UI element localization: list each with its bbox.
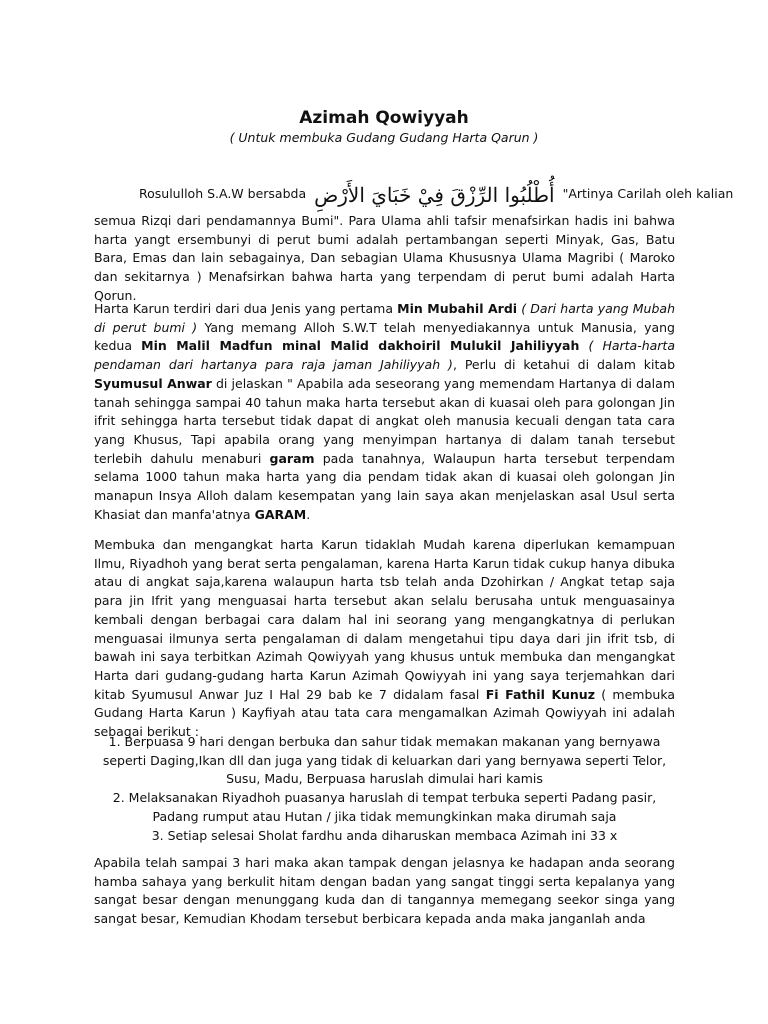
arabic-hadith: أُطْلُبُوا الرِّزْقَ فِيْ خَبَايَ الأَرْضِ [314, 182, 555, 207]
intro-line [139, 178, 734, 210]
paragraph-3-text: ( membuka Gudang Harta Karun ) Kayfiyah atau tata cara mengamalkan Azimah Qowiyyah ini adalah sebagai berikut : [94, 686, 675, 740]
term-garam-caps: GARAM [254, 506, 307, 522]
step-line: 1. Berpuasa 9 hari dengan berbuka dan sahur tidak memakan makanan yang bernyawa [108, 734, 661, 749]
term-syumusul-anwar: Syumusul Anwar [94, 375, 212, 391]
term-fi-fathil-kunuz: Fi Fathil Kunuz [485, 686, 595, 702]
paragraph-2-text: pada tanahnya, Walaupun harta tersebut terpendam selama 1000 tahun maka harta yang dia pendam tidak akan di kuasai oleh golongan Jin manapun Insya Alloh dalam kesempatan yang lain saya akan menjelaskan asal Usul serta Khasiat dan manfa'atnya [94, 450, 675, 522]
paragraph-4: Apabila telah sampai 3 hari maka akan tampak dengan jelasnya ke hadapan anda seorang hamba sahaya yang berkulit hitam dengan badan yang sangat tinggi serta kepalanya yang sangat besar dengan menunggang kuda dan di tangannya memegang seekor singa yang sangat besar, Kemudian Khodam tersebut berbicara kepada anda maka janganlah anda [94, 855, 675, 927]
paragraph-3-text: Membuka dan mengangkat harta Karun tidaklah Mudah karena diperlukan kemampuan Ilmu, Riyadhoh yang berat serta pengalaman, karena Harta Karun tidak cukup hanya dibuka atau di angkat saja,karena walaupun harta tsb telah anda Dzohirkan / Angkat tetap saja para jin Ifrit yang menguasai harta tersebut akan selalu berusaha untuk menguasainya kembali dengan berbagai cara dalam hal ini seorang yang mengangkatnya di perlukan menguasai ilmunya serta pengalaman di dalam mengetahui tipu daya dari jin ifrit tsb, di bawah ini saya terbitkan Azimah Qowiyyah yang khusus untuk membuka dan mengangkat Harta dari gudang-gudang harta Karun Azimah Qowiyyah ini yang saya terjemahkan dari kitab Syumusul Anwar Juz I Hal 29 bab ke 7 didalam fasal [94, 537, 675, 702]
paragraph-1: semua Rizqi dari pendamannya Bumi". Para Ulama ahli tafsir menafsirkan hadis ini bahwa harta yangt ersembunyi di perut bumi adalah pertambangan seperti Minyak, Gas, Batu Bara, Emas dan lain sebagainya, Dan sebagian Ulama Khususnya Ulama Magribi ( Maroko dan sekitarnya ) Menafsirkan bahwa harta yang terpendam di perut bumi adalah Harta Qorun. [94, 213, 675, 303]
document-title: Azimah Qowiyyah [299, 108, 469, 128]
intro-lead: Rosululloh S.A.W bersabda [139, 186, 307, 201]
paragraph-2-text: . [306, 506, 311, 522]
term-garam: garam [269, 450, 315, 466]
paragraph-2 [94, 300, 675, 524]
paragraph-2-text: Harta Karun terdiri dari dua Jenis yang pertama [94, 301, 398, 316]
step-line: 2. Melaksanakan Riyadhoh puasanya haruslah di tempat terbuka seperti Padang pasir, [112, 790, 657, 806]
paragraph-2-text: , Perlu di ketahui di dalam kitab [452, 357, 676, 373]
paragraph-2-text: di jelaskan " Apabila ada seseorang yang memendam Hartanya di dalam tanah sehingga sampai 40 tahun maka harta tersebut akan di kuasai oleh para golongan Jin ifrit sehingga harta tersebut tidak dapat di angkat oleh manusia kecuali dengan tata cara yang Khusus, Tapi apabila orang yang menyimpan hartanya di dalam tanah tersebut terlebih dahulu menaburi [94, 375, 675, 466]
term-min-mubahil-ardi: Min Mubahil Ardi [397, 301, 518, 316]
paragraph-3 [94, 536, 675, 742]
step-line: seperti Daging,Ikan dll dan juga yang tidak di keluarkan dari yang bernyawa seperti Telor, [102, 752, 667, 768]
step-line: Susu, Madu, Berpuasa haruslah dimulai hari kamis [226, 771, 543, 787]
step-line: Padang rumput atau Hutan / jika tidak memungkinkan maka dirumah saja [152, 808, 617, 824]
steps-list [94, 733, 675, 845]
note-jahiliyyah: ( Harta-harta pendaman dari hartanya para raja jaman Jahiliyyah ) [94, 338, 675, 373]
step-line: 3. Setiap selesai Sholat fardhu anda diharuskan membaca Azimah ini 33 x [151, 827, 618, 843]
term-min-malil-madfun: Min Malil Madfun minal Malid dakhoiril Mulukil Jahiliyyah [141, 338, 580, 354]
paragraph-2-text: Yang memang Alloh S.W.T telah menyediakannya untuk Manusia, yang kedua [94, 319, 675, 354]
intro-quote-open: "Artinya Carilah oleh kalian [562, 186, 734, 201]
document-subtitle: ( Untuk membuka Gudang Gudang Harta Qarun ) [229, 130, 539, 145]
note-mubah: ( Dari harta yang Mubah di perut bumi ) [94, 301, 675, 335]
